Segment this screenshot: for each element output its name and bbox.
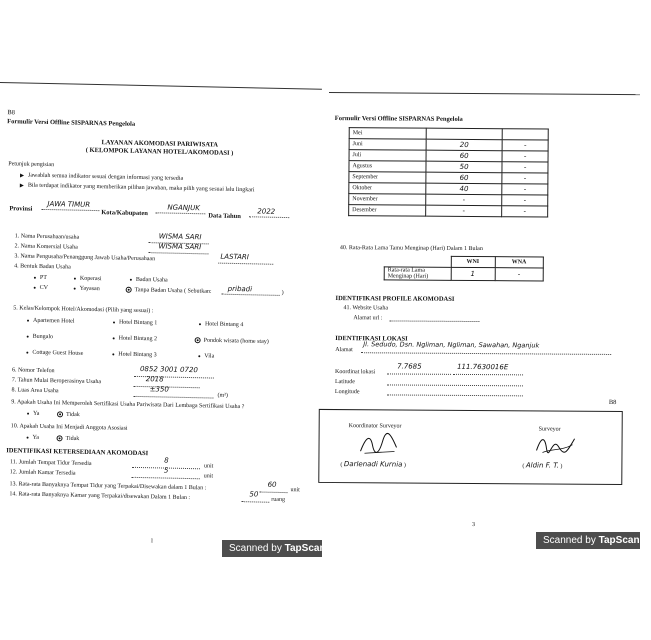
radio-selected-icon: [57, 411, 63, 417]
q5-opt-5[interactable]: [113, 335, 157, 343]
q8-value: ±350: [149, 385, 169, 394]
q7-label: 7. Tahun Mulai Beroperasinya Usaha: [11, 377, 102, 386]
q4-opt-yayasan[interactable]: [74, 286, 100, 294]
koordinat-lat-value: 7.7685: [397, 362, 422, 371]
longitude-field[interactable]: [387, 386, 523, 396]
month-name: November: [349, 194, 426, 206]
q14-value: 50: [249, 490, 259, 499]
q11-unit: unit: [203, 463, 214, 470]
scanner-watermark-right: [536, 532, 651, 549]
q3-value: LASTARI: [220, 252, 249, 262]
watermark-prefix: Scanned by: [229, 543, 285, 554]
surveyor-name-paren: ( Aldin F. T. ): [522, 461, 563, 470]
corner-code: B8: [7, 109, 16, 117]
koordinator-signature-icon: [356, 431, 400, 457]
month-value[interactable]: 60: [426, 150, 502, 162]
q2-label: 2. Nama Komersial Usaha: [14, 243, 78, 251]
q10-label: 10. Apakah Usaha Ini Menjadi Anggota Asosiasi: [10, 423, 128, 432]
q4-label: 4. Bentuk Badan Usaha: [14, 263, 71, 271]
bullet-icon: [112, 353, 114, 355]
q41-label: 41. Website Usaha: [343, 305, 389, 312]
q5-opt-8-label: Hotel Bintang 3: [118, 351, 157, 359]
q10-opt-ya[interactable]: [26, 435, 39, 442]
q4-sebutkan-value: pribadi: [227, 284, 253, 294]
q12-value: 5: [163, 466, 169, 475]
q5-opt-9[interactable]: [198, 353, 214, 360]
surveyor-name: Aldin F. T.: [525, 461, 559, 470]
month-value[interactable]: 20: [426, 139, 502, 151]
q4-opt-badan[interactable]: [130, 277, 168, 285]
heading-kelompok: ( KELOMPOK LAYANAN HOTEL/AKOMODASI ): [85, 146, 234, 157]
q6-label: 6. Nomor Telefon: [11, 367, 55, 375]
q1-label: 1. Nama Perusahaan/usaha: [14, 233, 80, 241]
q5-opt-7-label: Cottage Guest House: [32, 349, 84, 357]
month-name: Desember: [349, 205, 426, 217]
wni-header: WNI: [451, 256, 495, 267]
tahun-value: 2022: [257, 207, 276, 216]
form-title: Formulir Versi Offline SISPARNAS Pengelola: [334, 115, 463, 123]
koordinator-name-paren: ( Darlenadi Kurnia ): [340, 460, 406, 469]
provinsi-label: Provinsi: [9, 205, 33, 213]
form-title: Formulir Versi Offline SISPARNAS Pengelola: [7, 118, 136, 128]
watermark-brand: TapScanne: [598, 535, 651, 546]
q5-opt-6-label: Pondok wisata (home stay): [203, 337, 269, 346]
bullet-icon: [199, 323, 201, 325]
q5-opt-8[interactable]: [112, 351, 156, 359]
q9-opt-tidak[interactable]: [57, 411, 80, 419]
bullet-icon: [34, 276, 36, 278]
q5-opt-2[interactable]: [113, 319, 157, 327]
close-paren: ): [281, 289, 284, 296]
latitude-label: Latitude: [334, 379, 355, 386]
month-name: Juli: [349, 150, 426, 162]
q11-label: 11. Jumlah Tempat Tidur Tersedia: [9, 459, 92, 468]
q40-empty-cell: [384, 256, 451, 267]
q1-value: WISMA SARI: [158, 232, 202, 242]
latitude-field[interactable]: [387, 376, 523, 386]
bullet-icon: [130, 278, 132, 280]
q8-label: 8. Luas Area Usaha: [11, 387, 59, 395]
month-wna[interactable]: [502, 129, 548, 140]
q9-label: 9. Apakah Usaha Ini Memperoleh Sertifikasi Usaha Pariwisata Dari Lembaga Sertifikasi Usaha ?: [11, 399, 245, 411]
bullet-icon: [113, 337, 115, 339]
month-name: Juni: [349, 139, 426, 151]
koordinator-name: Darlenadi Kurnia: [343, 460, 403, 469]
q3-label: 3. Nama Pengusaha/Penanggung Jawab Usaha/Perusahaan: [14, 253, 156, 263]
q40-row-label: Rata-rata Lama Menginap (Hari): [384, 267, 451, 280]
month-name: Oktober: [349, 183, 426, 195]
q14-label: 14. Rata-rata Banyaknya Kamar yang Terpakai/disewakan Dalam 1 Bulan :: [9, 491, 191, 502]
q14-unit: ruang: [271, 496, 286, 504]
q8-unit: (m²): [217, 392, 229, 399]
bullet-icon: [74, 277, 76, 279]
q12-label: 12. Jumlah Kamar Tersedia: [9, 469, 76, 477]
q4-opt-cv[interactable]: [34, 285, 48, 292]
month-wna[interactable]: -: [502, 195, 548, 206]
radio-selected-icon: [56, 435, 62, 441]
alamat-url-label: Alamat url :: [353, 315, 383, 322]
q10-tidak-label: Tidak: [65, 435, 80, 443]
q4-opt-pt[interactable]: [34, 275, 47, 282]
bullet-icon: [27, 335, 29, 337]
bullet-icon: [27, 436, 29, 438]
month-value[interactable]: -: [426, 194, 502, 206]
q4-opt-badan-label: Badan Usaha: [135, 276, 168, 284]
month-wna[interactable]: -: [502, 140, 548, 151]
scanner-watermark-left: [222, 540, 326, 557]
q9-ya-label: Ya: [32, 410, 40, 417]
bullet-icon: [27, 412, 29, 414]
q6-value: 0852 3001 0720: [139, 364, 198, 375]
koordinator-label: Koordinator Surveyor: [348, 423, 402, 430]
page-number: 1: [150, 538, 154, 545]
q4-opt-koperasi-label: Koperasi: [79, 275, 102, 283]
q5-opt-7[interactable]: [26, 350, 83, 358]
month-value[interactable]: [426, 128, 502, 140]
bullet-icon: [198, 355, 200, 357]
radio-selected-icon: [195, 337, 201, 343]
form-page-3: [326, 92, 640, 535]
section-lokasi: IDENTIFIKASI LOKASI: [335, 335, 408, 343]
month-wna[interactable]: -: [502, 173, 548, 184]
provinsi-value: JAWA TIMUR: [47, 200, 91, 209]
q5-opt-4[interactable]: [27, 334, 53, 342]
q40-table: [384, 255, 544, 281]
q4-opt-pt-label: PT: [39, 274, 47, 282]
q40-wna-value[interactable]: -: [495, 268, 544, 281]
q4-opt-cv-label: CV: [39, 284, 49, 292]
q40-label: 40. Rata-Rata Lama Tamu Menginap (Hari) Dalam 1 Bulan: [339, 245, 483, 253]
heading-layanan: LAYANAN AKOMODASI PARIWISATA: [101, 139, 219, 149]
q8-field[interactable]: [133, 388, 213, 399]
month-value[interactable]: 60: [426, 172, 502, 184]
q4-opt-yayasan-label: Yayasan: [79, 285, 100, 293]
surveyor-label: Surveyor: [538, 426, 561, 433]
month-value[interactable]: -: [426, 205, 502, 217]
q13-unit: unit: [290, 487, 300, 494]
q5-opt-2-label: Hotel Bintang 1: [118, 319, 158, 327]
q5-label: 5. Kelas/Kelompok Hotel/Akomodasi (Pilih yang sesuai) :: [13, 305, 154, 315]
page-number: 3: [471, 522, 476, 529]
watermark-brand: TapScan: [284, 543, 326, 554]
month-wna[interactable]: -: [502, 151, 548, 162]
month-value[interactable]: 40: [426, 183, 502, 195]
alamat-label: Alamat: [335, 347, 353, 354]
bullet-icon: [34, 286, 36, 288]
month-wna[interactable]: -: [502, 162, 548, 173]
corner-code: B8: [608, 398, 617, 407]
petunjuk-item-2: [20, 182, 255, 194]
wna-header: WNA: [495, 257, 544, 268]
month-wna[interactable]: -: [502, 184, 548, 195]
form-page-1: [0, 82, 322, 590]
longitude-label: Longitude: [334, 389, 360, 396]
q11-value: 8: [164, 456, 169, 465]
arrow-icon: [20, 183, 24, 187]
bullet-icon: [113, 321, 115, 323]
bullet-icon: [26, 351, 28, 353]
q5-opt-1-label: Apartemen Hotel: [32, 317, 75, 325]
q5-opt-4-label: Bungalo: [32, 333, 54, 341]
koordinat-lon-value: 111.7630016E: [457, 362, 509, 372]
petunjuk-text-1: Jawablah semua indikator sesuai dengan informasi yang tersedia: [27, 172, 184, 182]
section-ketersediaan: IDENTIFIKASI KETERSEDIAAN AKOMODASI: [6, 447, 149, 458]
radio-selected-icon: [126, 287, 132, 293]
q5-opt-6[interactable]: [195, 337, 269, 346]
q10-opt-tidak[interactable]: [56, 435, 79, 443]
monthly-table: [348, 127, 549, 217]
koordinat-label: Koordinat lokasi: [335, 369, 376, 376]
month-name: September: [349, 172, 426, 184]
q12-unit: unit: [203, 473, 214, 480]
q5-opt-5-label: Hotel Bintang 2: [118, 335, 158, 343]
bullet-icon: [74, 287, 76, 289]
petunjuk-item-1: [20, 172, 183, 182]
surveyor-signature-icon: [532, 432, 578, 456]
q5-opt-3-label: Hotel Bintang 4: [204, 321, 244, 329]
q2-value: WISMA SARI: [158, 242, 202, 252]
q4-opt-tanpa-label: Tanpa Badan Usaha ( Sebutkan:: [134, 287, 212, 295]
kota-label: Kota/Kabupaten: [101, 209, 148, 218]
month-wna[interactable]: -: [502, 206, 548, 217]
q13-value: 60: [267, 480, 277, 489]
month-name: Agustus: [349, 161, 426, 173]
kota-value: NGANJUK: [167, 203, 200, 213]
q5-opt-3[interactable]: [199, 321, 243, 329]
watermark-prefix: Scanned by: [543, 535, 599, 546]
q9-opt-ya[interactable]: [27, 411, 40, 418]
q13-label: 13. Rata-rata Banyaknya Tempat Tidur yang Terpakai/Disewakan dalam 1 Bulan :: [9, 481, 207, 492]
petunjuk-text-2: Bila terdapat indikator yang memberikan pilihan jawaban, maka pilih yang sesuai lalu lingkari: [27, 182, 255, 194]
q5-opt-1[interactable]: [27, 318, 75, 326]
alamat-value: Jl. Sedudo, Dsn. Ngliman, Ngliman, Sawahan, Nganjuk: [363, 340, 540, 350]
arrow-icon: [20, 173, 24, 177]
q10-ya-label: Ya: [32, 434, 40, 441]
month-row: [349, 205, 548, 217]
bullet-icon: [27, 319, 29, 321]
tahun-label: Data Tahun: [208, 212, 242, 221]
alamat-url-field[interactable]: [389, 312, 479, 322]
q4-opt-tanpa[interactable]: [126, 287, 212, 296]
q7-value: 2018: [145, 375, 164, 384]
q5-opt-9-label: Vila: [204, 353, 215, 360]
q40-wni-value[interactable]: 1: [451, 267, 495, 280]
month-value[interactable]: 50: [426, 161, 502, 173]
month-name: Mei: [349, 128, 426, 140]
petunjuk-label: Petunjuk pengisian: [8, 161, 55, 169]
q4-opt-koperasi[interactable]: [74, 276, 102, 284]
q9-tidak-label: Tidak: [65, 411, 80, 419]
section-profile: IDENTIFIKASI PROFILE AKOMODASI: [335, 295, 455, 303]
